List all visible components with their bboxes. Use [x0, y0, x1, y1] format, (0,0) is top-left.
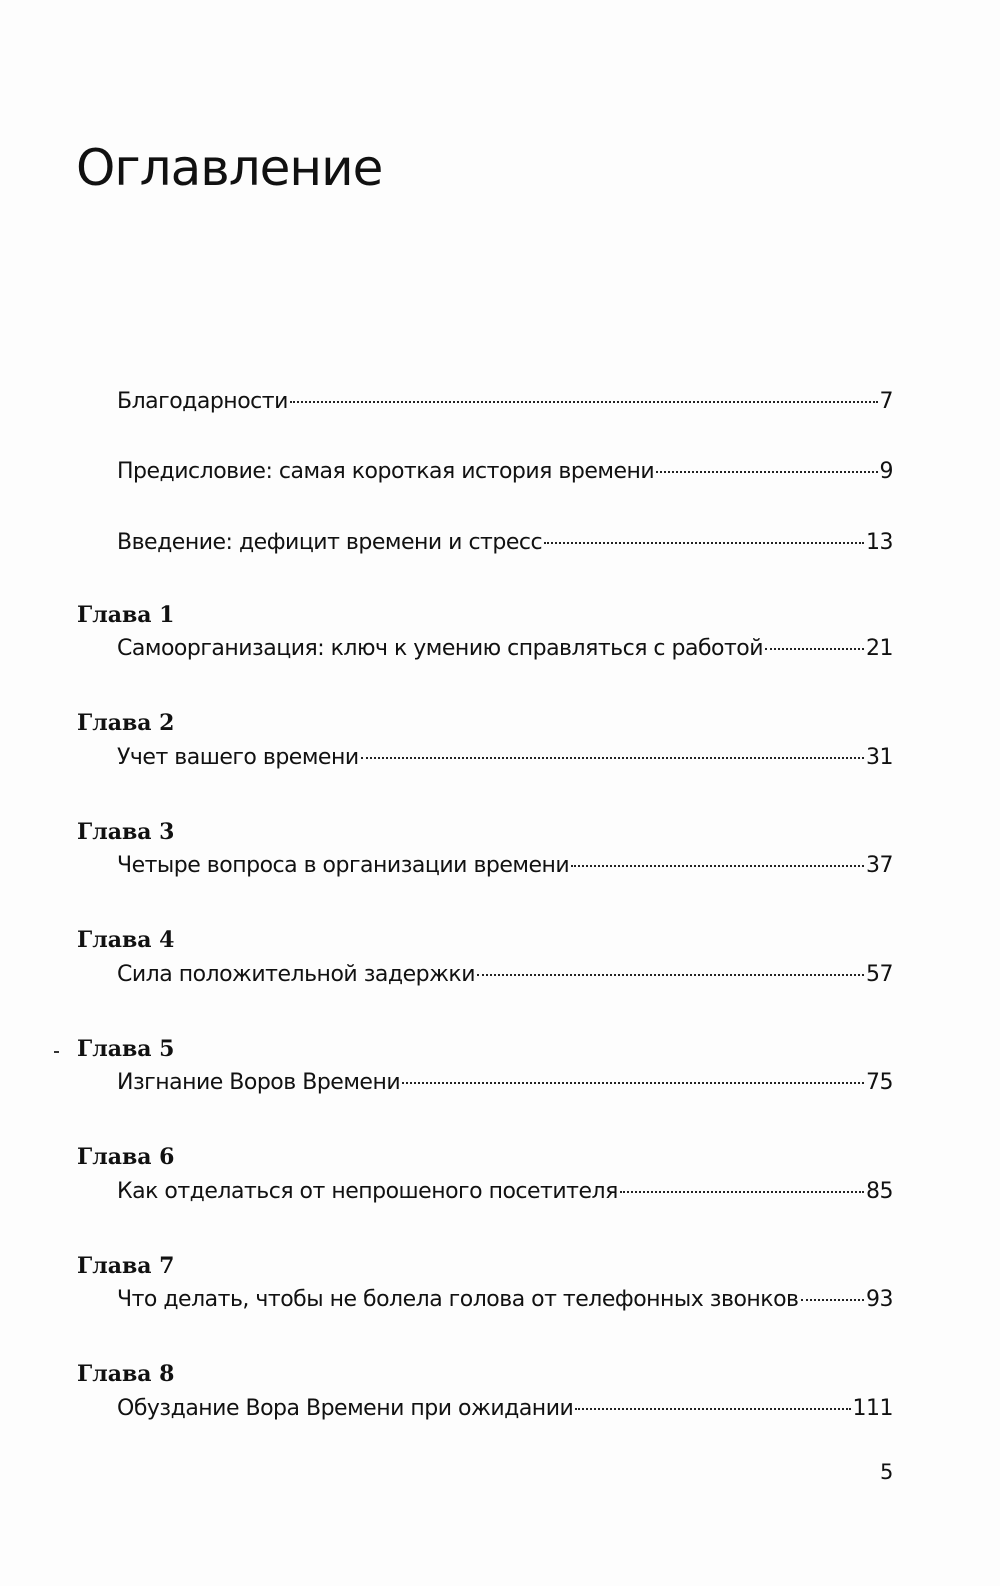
page-number: 5 [880, 1460, 894, 1484]
margin-mark [54, 1051, 59, 1053]
toc-entry-page: 93 [866, 1287, 893, 1312]
toc-entry-page: 57 [866, 962, 893, 987]
toc-entry-preface [117, 456, 893, 488]
dot-leader [361, 757, 864, 759]
toc-entry-title: Изгнание Воров Времени [117, 1070, 401, 1095]
toc-entry-page: 75 [866, 1070, 893, 1095]
toc-entry-title: Четыре вопроса в организации времени [117, 853, 570, 878]
dot-leader [571, 865, 864, 867]
chapter-label: Глава 6 [77, 1144, 175, 1170]
toc-entry-chapter-4 [117, 959, 893, 991]
page-title: Оглавление [76, 139, 383, 197]
chapter-label: Глава 7 [77, 1253, 175, 1279]
dot-leader [801, 1299, 864, 1301]
toc-entry-title: Самоорганизация: ключ к умению справляться с работой [117, 636, 764, 661]
dot-leader [544, 542, 864, 544]
toc-entry-title: Как отделаться от непрошеного посетителя [117, 1179, 618, 1204]
dot-leader [402, 1082, 864, 1084]
chapter-label: Глава 8 [77, 1361, 175, 1387]
toc-entry-acknowledgements [117, 386, 893, 418]
toc-entry-page: 111 [852, 1396, 893, 1421]
toc-entry-title: Сила положительной задержки [117, 962, 475, 987]
toc-entry-title: Обуздание Вора Времени при ожидании [117, 1396, 574, 1421]
toc-entry-page: 37 [866, 853, 893, 878]
chapter-label: Глава 3 [77, 819, 175, 845]
toc-entry-page: 13 [866, 530, 893, 555]
toc-entry-title: Предисловие: самая короткая история времени [117, 459, 655, 484]
toc-entry-title: Учет вашего времени [117, 745, 359, 770]
toc-entry-chapter-8 [117, 1393, 893, 1425]
dot-leader [656, 471, 877, 473]
chapter-label: Глава 1 [77, 602, 175, 628]
toc-entry-page: 9 [879, 459, 893, 484]
chapter-label: Глава 2 [77, 710, 175, 736]
toc-entry-chapter-7 [117, 1284, 893, 1316]
toc-entry-title: Благодарности [117, 389, 288, 414]
toc-entry-page: 7 [879, 389, 893, 414]
toc-entry-chapter-3 [117, 850, 893, 882]
toc-entry-page: 31 [866, 745, 893, 770]
dot-leader [290, 401, 878, 403]
toc-entry-chapter-5 [117, 1067, 893, 1099]
dot-leader [765, 648, 864, 650]
toc-entry-chapter-6 [117, 1176, 893, 1208]
toc-entry-introduction [117, 527, 893, 559]
toc-entry-chapter-2 [117, 742, 893, 774]
toc-entry-chapter-1 [117, 633, 893, 665]
toc-entry-page: 85 [866, 1179, 893, 1204]
chapter-label: Глава 5 [77, 1036, 175, 1062]
dot-leader [477, 974, 864, 976]
dot-leader [620, 1191, 864, 1193]
toc-entry-title: Что делать, чтобы не болела голова от телефонных звонков [117, 1287, 799, 1312]
toc-entry-page: 21 [866, 636, 893, 661]
chapter-label: Глава 4 [77, 927, 175, 953]
dot-leader [575, 1408, 850, 1410]
toc-entry-title: Введение: дефицит времени и стресс [117, 530, 543, 555]
